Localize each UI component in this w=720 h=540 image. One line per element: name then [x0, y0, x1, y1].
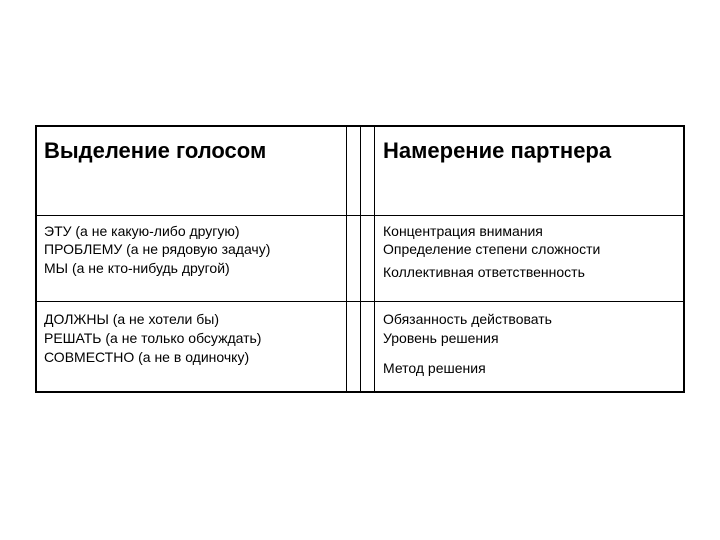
row-1-right-line-1: Концентрация внимания: [383, 223, 543, 239]
column-divider-1: [346, 127, 347, 391]
row-1-left-line-1: ЭТУ (а не какую-либо другую): [44, 223, 240, 239]
row-1-right-line-3: Коллективная ответственность: [383, 264, 585, 280]
row-2-left-line-2: РЕШАТЬ (а не только обсуждать): [44, 330, 262, 346]
row-1-right-line-2: Определение степени сложности: [383, 241, 601, 257]
row-2-right-line-1: Обязанность действовать: [383, 311, 552, 327]
header-right: Намерение партнера: [383, 138, 612, 163]
row-2-left-line-1: ДОЛЖНЫ (а не хотели бы): [44, 311, 219, 327]
row-2-right-line-2: Уровень решения: [383, 330, 499, 346]
row-1-left-line-3: МЫ (а не кто-нибудь другой): [44, 260, 230, 276]
column-divider-3: [374, 127, 375, 391]
row-2-right-line-3: Метод решения: [383, 360, 486, 376]
column-divider-2: [360, 127, 361, 391]
row-1-left-line-2: ПРОБЛЕМУ (а не рядовую задачу): [44, 241, 271, 257]
row-2-left-line-3: СОВМЕСТНО (а не в одиночку): [44, 349, 250, 365]
comparison-table: [35, 125, 685, 393]
header-left: Выделение голосом: [44, 138, 267, 163]
